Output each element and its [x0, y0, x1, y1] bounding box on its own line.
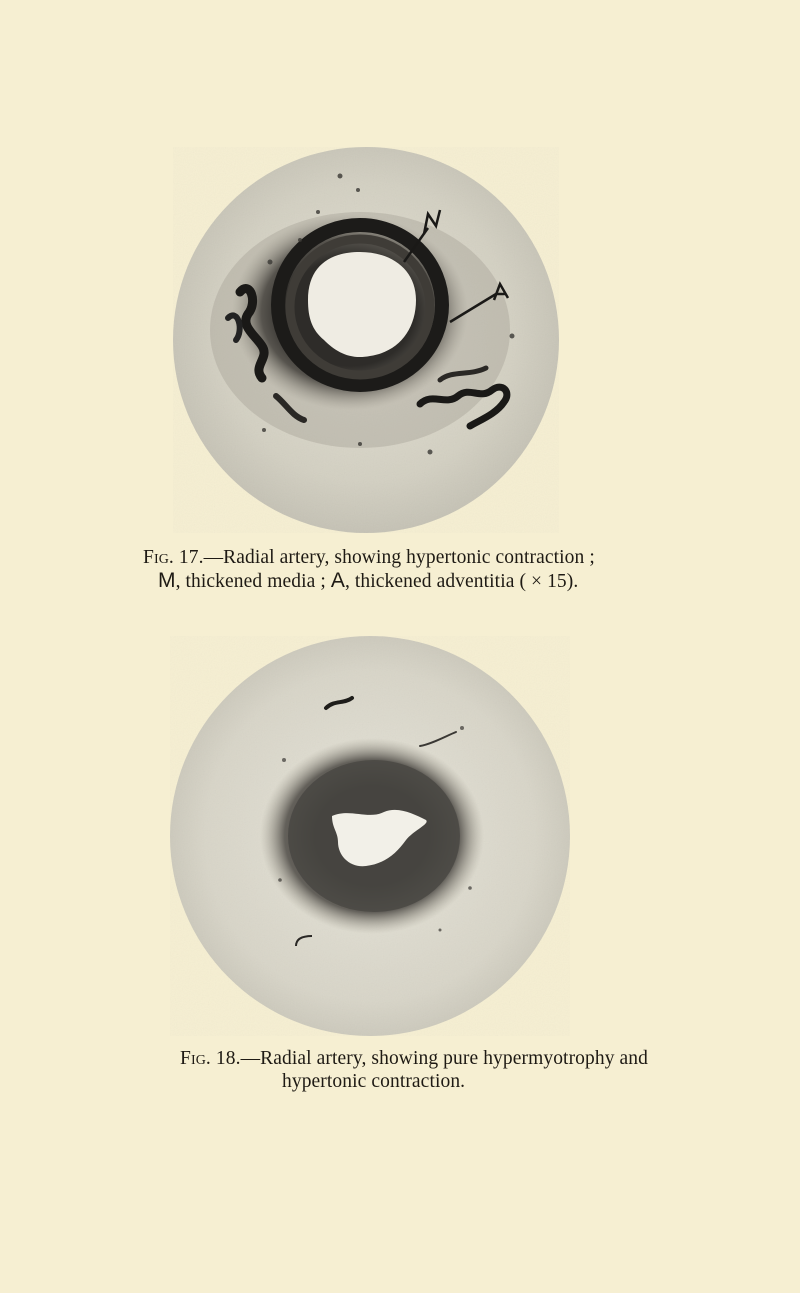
- figure-17-micrograph: [0, 140, 800, 540]
- figure-17-caption-line-2: [158, 569, 578, 593]
- figure-18-caption-line-1: [180, 1047, 648, 1070]
- figure-18-number: 18.: [215, 1048, 241, 1069]
- marker-a-label: A: [330, 569, 345, 592]
- figure-18-caption-line-2: hypertonic contraction.: [282, 1071, 466, 1092]
- figure-17-caption-text: —Radial artery, showing hypertonic contraction ;: [203, 547, 595, 568]
- figure-18-caption-text: —Radial artery, showing pure hypermyotrophy and: [240, 1048, 648, 1069]
- figure-17-caption-part: , thickened adventitia ( × 15).: [344, 571, 579, 592]
- figure-18-micrograph: [0, 630, 800, 1040]
- marker-m-label: M: [158, 569, 176, 592]
- figure-17-caption-part: , thickened media ;: [175, 571, 331, 592]
- figure-17-caption-line-1: [143, 546, 595, 569]
- figure-17-number: 17.: [178, 547, 204, 568]
- figure-17-label: Fig.: [143, 547, 174, 568]
- figure-18-label: Fig.: [180, 1048, 211, 1069]
